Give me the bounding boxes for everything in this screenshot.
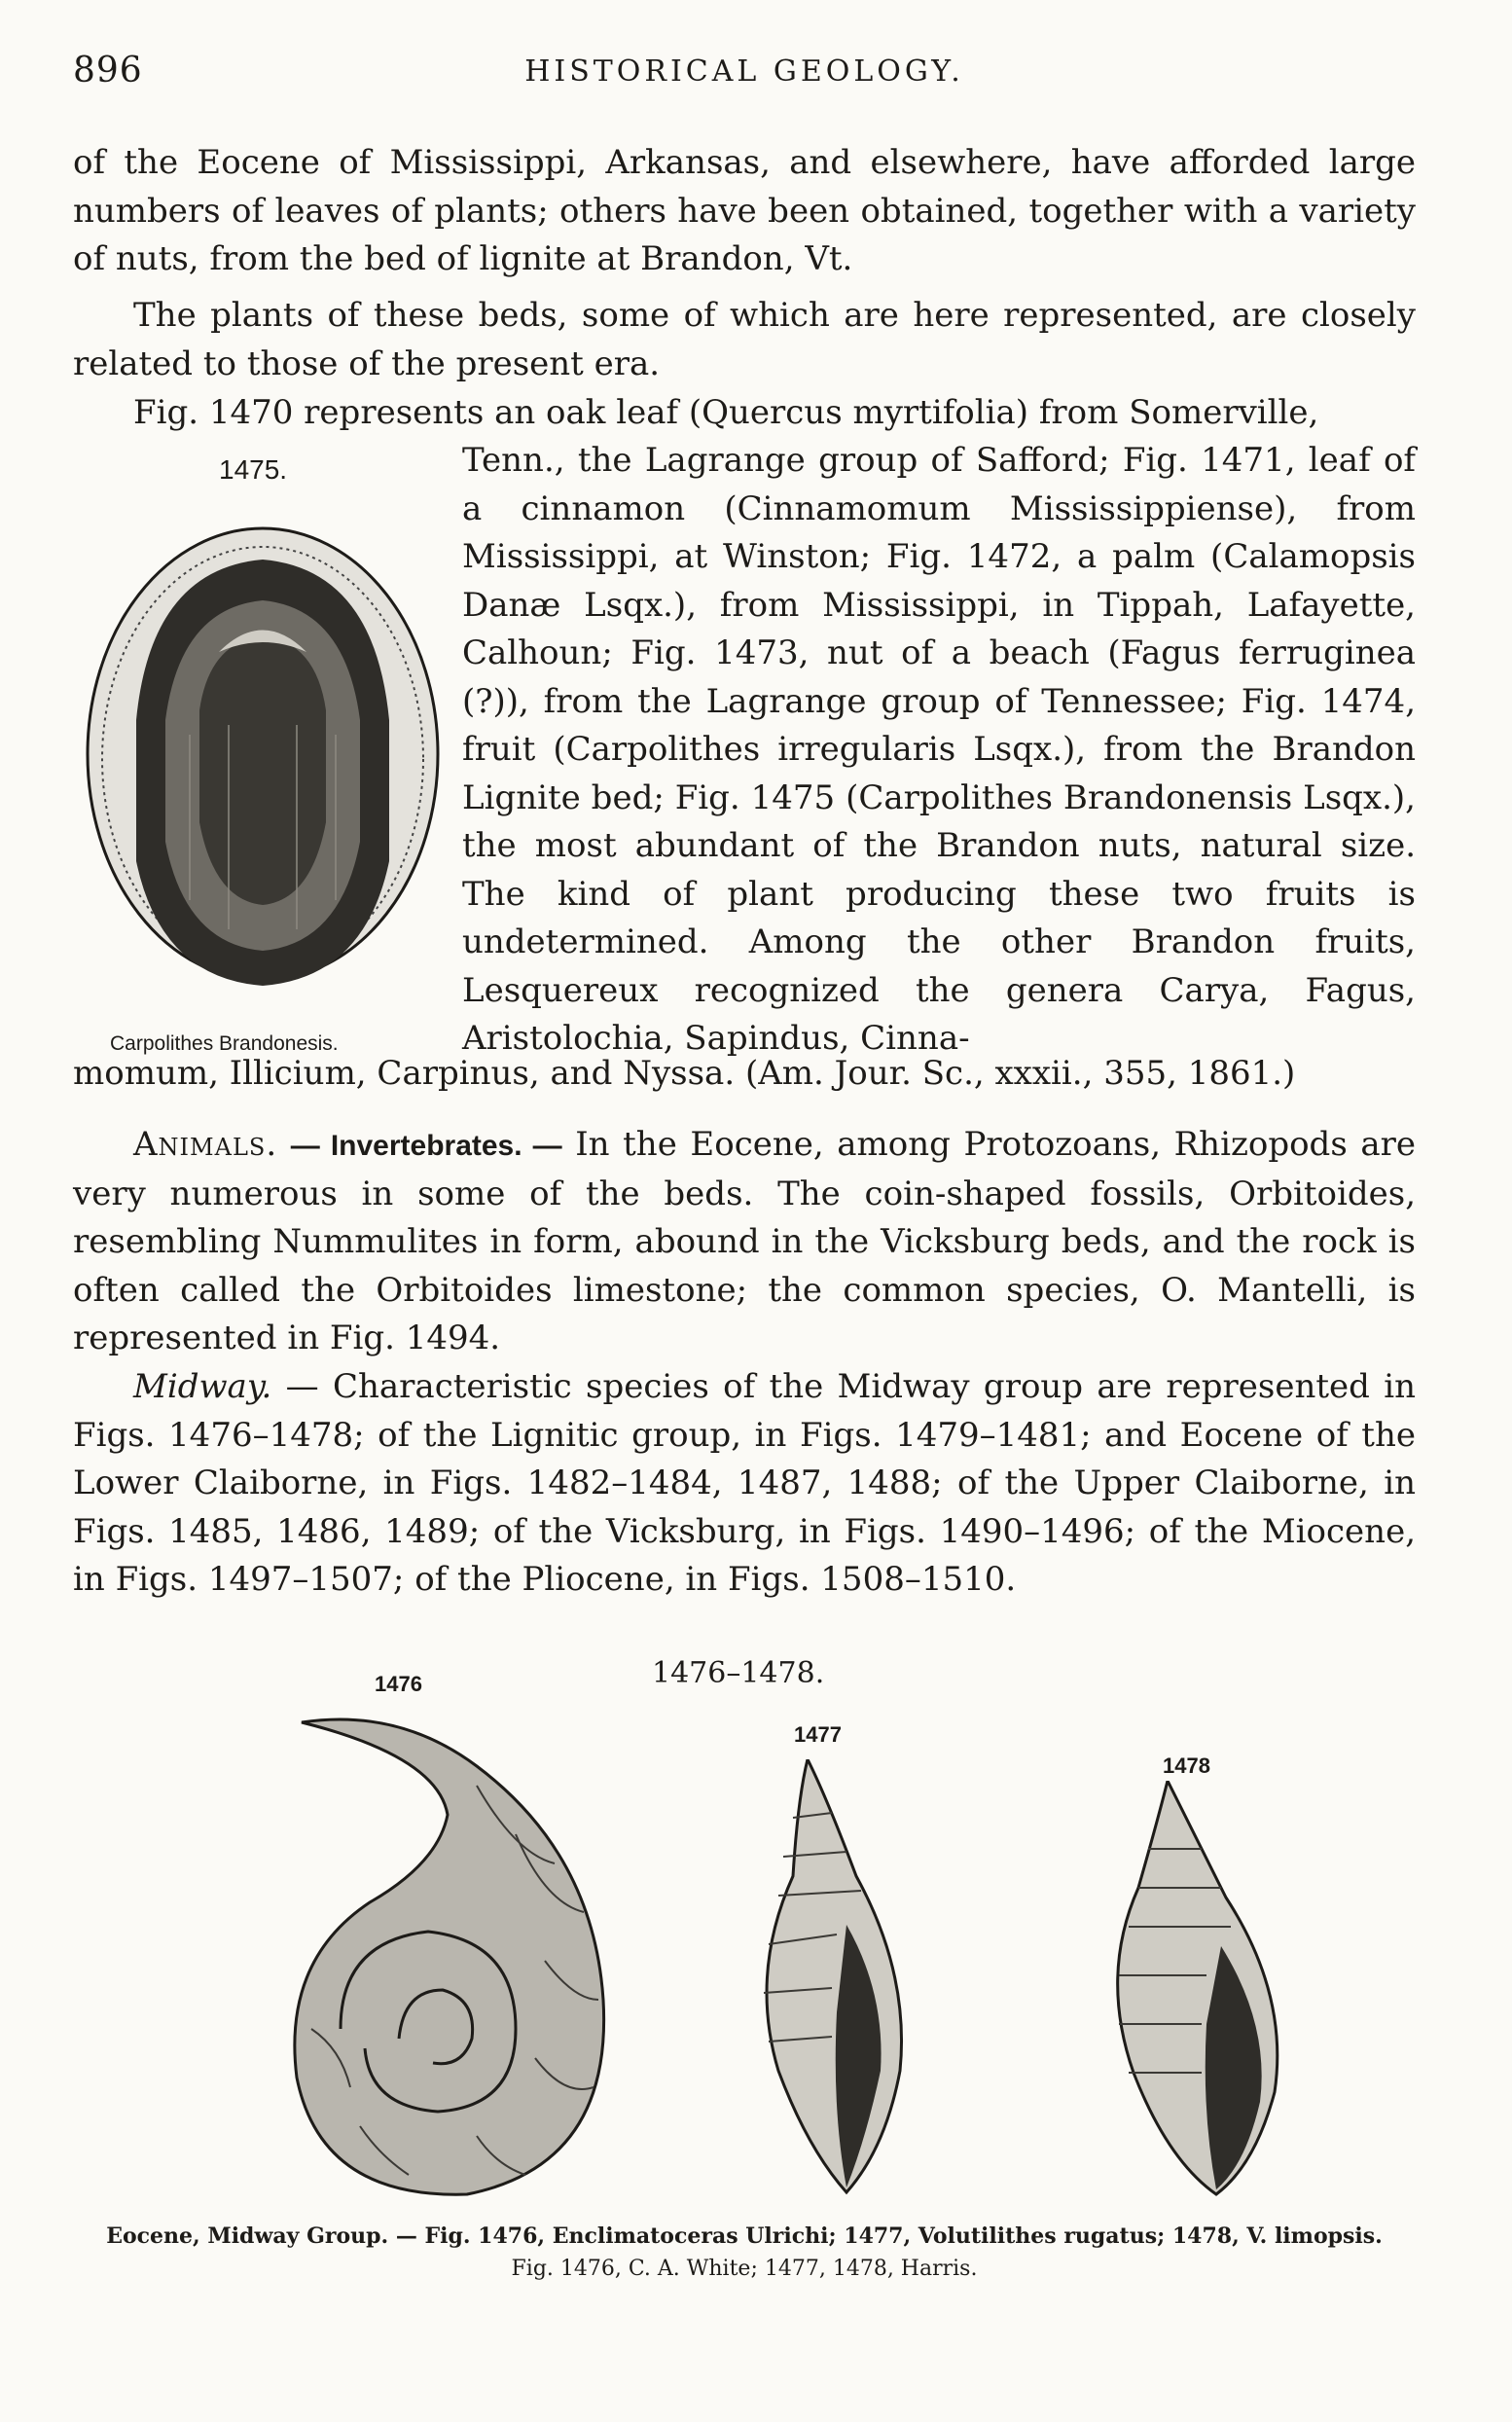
section-heading: — Invertebrates. — — [290, 1130, 562, 1162]
figure-caption-line-1: Eocene, Midway Group. — Fig. 1476, Enclimatoceras Ulrichi; 1477, Volutilithes rugatus; 1478, V. limopsis. — [106, 2223, 1383, 2249]
figure-label-1476: 1476 — [375, 1672, 422, 1696]
animals-text: In the Eocene, among Protozoans, Rhizopods are very numerous in some of the beds. The coin-shaped fossils, Orbitoides, resembling Nummulites in form, abound in the Vicksburg beds, and the rock is often called the Orbitoides limestone; the common species, O. Mantelli, is represented in Fig. 1494. — [73, 1125, 1416, 1357]
figure-caption-line-2: Fig. 1476, C. A. White; 1477, 1478, Harris. — [511, 2257, 978, 2281]
volutilithes-limopsis-illustration — [1090, 1781, 1294, 2199]
midway-text: — Characteristic species of the Midway group are represented in Figs. 1476–1478; of the Lignitic group, in Figs. 1479–1481; and Eocene of the Lower Claiborne, in Figs. 1482–1484, 1487, 1488; of the Upper Claiborne, in Figs. 1485, 1486, 1489; of the Vicksburg, in Figs. 1490–1496; of the Miocene, in Figs. 1497–1507; of the Pliocene, in Figs. 1508–1510. — [73, 1367, 1417, 1599]
wrapped-paragraph: Tenn., the Lagrange group of Safford; Fig. 1471, leaf of a cinnamon (Cinnamomum Mississippiense), from Mississippi, at Winston; Fig. 1472, a palm (Calamopsis Danæ Lsqx.), from Mississippi, in Tippah, Lafayette, Calhoun; Fig. 1473, nut of a beach (Fagus ferruginea (?)), from the Lagrange group of Tennessee; Fig. 1474, fruit (Carpolithes irregularis Lsqx.), from the Brandon Lignite bed; Fig. 1475 (Carpolithes Brandonensis Lsqx.), the most abundant of the Brandon nuts, natural size. The kind of plant producing these two fruits is undetermined. Among the other Brandon fruits, Lesquereux recognized the genera Carya, Fagus, Aristolochia, Sapindus, Cinna- — [462, 441, 1416, 1058]
nut-illustration — [73, 511, 457, 1027]
page-number: 896 — [73, 51, 143, 90]
figure-1475 — [73, 443, 457, 1056]
animals-paragraph — [73, 1121, 1416, 1363]
section-lead: Animals. — [133, 1125, 278, 1164]
paragraph-end-line: momum, Illicium, Carpinus, and Nyssa. (Am. Jour. Sc., xxxii., 355, 1861.) — [73, 1054, 1296, 1093]
paragraph-1: of the Eocene of Mississippi, Arkansas, and elsewhere, have afforded large numbers of leaves of plants; others have been obtained, together with a variety of nuts, from the bed of lignite at Brandon, Vt. — [73, 143, 1416, 278]
page-header — [73, 51, 1416, 99]
figure-group-label: 1476–1478. — [652, 1656, 825, 1690]
paragraph-2: The plants of these beds, some of which are here represented, are closely related to those of the present era. — [73, 296, 1416, 383]
volutilithes-rugatus-illustration — [739, 1759, 934, 2197]
ammonite-illustration — [282, 1708, 662, 2204]
figure-caption: Carpolithes Brandonesis. — [110, 1032, 339, 1055]
running-head: HISTORICAL GEOLOGY. — [524, 54, 964, 89]
figure-number: 1475. — [219, 454, 288, 485]
midway-paragraph — [73, 1363, 1416, 1605]
figure-label-1478: 1478 — [1163, 1753, 1210, 1778]
figure-label-1477: 1477 — [794, 1722, 842, 1747]
figure-caption-block — [73, 2221, 1416, 2285]
section-lead: Midway. — [133, 1367, 272, 1406]
figures-1476-1478 — [0, 1645, 1512, 2248]
fig-intro-line: Fig. 1470 represents an oak leaf (Quercus myrtifolia) from Somerville, — [133, 393, 1319, 432]
